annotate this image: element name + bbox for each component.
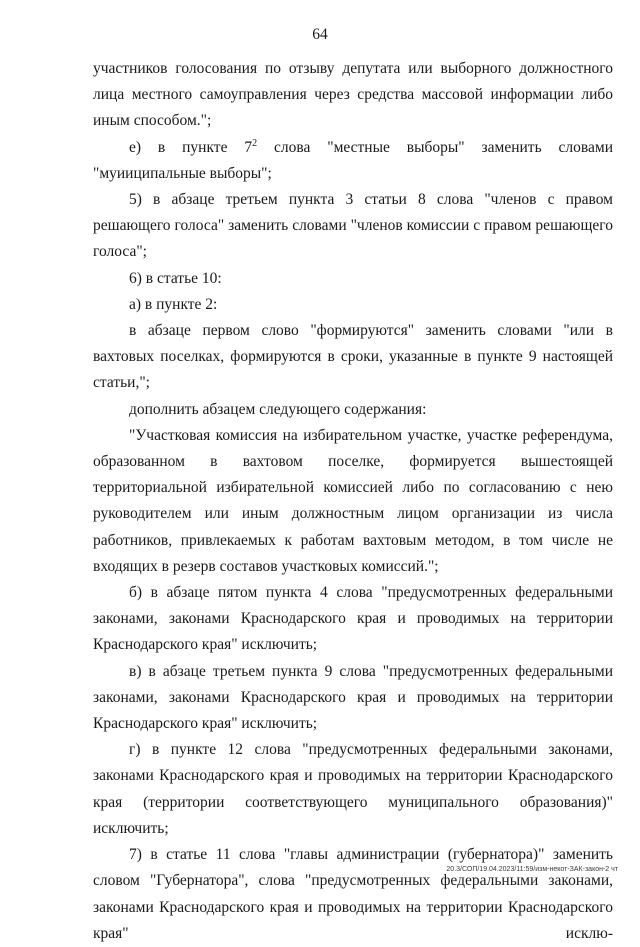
paragraph-subitem-v: в) в абзаце третьем пункта 9 слова "предусмотренных федеральными законами, законами Краснодарского края и проводимых на территории Краснодарского края" исключить; <box>93 662 613 733</box>
document-footer-code: 20.3/СОП/19.04.2023/11:59/изм-некот-ЗАК-закон-2 чт <box>446 866 618 873</box>
superscript: 2 <box>252 137 258 149</box>
paragraph-item-e <box>93 135 613 187</box>
paragraph-item-e-text: е) в пункте 7 <box>129 138 253 156</box>
paragraph-continuation: участников голосования по отзыву депутата или выборного должностного лица местного самоуправления через средства массовой информации либо иным способом."; <box>93 60 613 130</box>
paragraph-subitem-b: б) в абзаце пятом пункта 4 слова "предусмотренных федеральными законами, законами Краснодарского края и проводимых на территории Краснодарского края" исключить; <box>93 584 613 654</box>
paragraph-add-abzac: дополнить абзацем следующего содержания: <box>129 400 427 418</box>
paragraph-first-abzac: в абзаце первом слово "формируются" заменить словами "или в вахтовых поселках, формируются в сроки, указанные в пункте 9 настоящей статьи,"; <box>93 322 613 392</box>
paragraph-quoted-text: "Участковая комиссия на избирательном участке, участке референдума, образованном в вахтовом поселке, формируется вышестоящей территориальной избирательной комиссией либо по согласованию с нею руководителем или иным должностным лицом организации из числа работников, привлекаемых к работам вахтовым методом, в том числе не входящих в резерв составов участковых комиссий."; <box>93 426 613 575</box>
paragraph-item-e-rest: слова "местные выборы" заменить словами "муииципальные выборы"; <box>93 138 613 182</box>
paragraph-item-6: 6) в статье 10: <box>129 269 222 287</box>
document-body <box>93 56 613 947</box>
paragraph-subitem-g: г) в пункте 12 слова "предусмотренных федеральными законами, законами Краснодарского края и проводимых на территории Краснодарского края (территории соответствующего муниципального образования)" исключить; <box>93 741 613 837</box>
paragraph-item-5: 5) в абзаце третьем пункта 3 статьи 8 слова "членов с правом решающего голоса" заменить словами "членов комиссии с правом решающего голоса"; <box>93 191 613 261</box>
page-number: 64 <box>312 26 328 43</box>
paragraph-subitem-a: а) в пункте 2: <box>129 295 218 313</box>
paragraph-item-7: 7) в статье 11 слова "главы администрации (губернатора)" заменить словом "Губернатора", слова "предусмотренных федеральными законами, законами Краснодарского края и проводимых на территории Краснодарского края" исклю- <box>93 846 613 942</box>
